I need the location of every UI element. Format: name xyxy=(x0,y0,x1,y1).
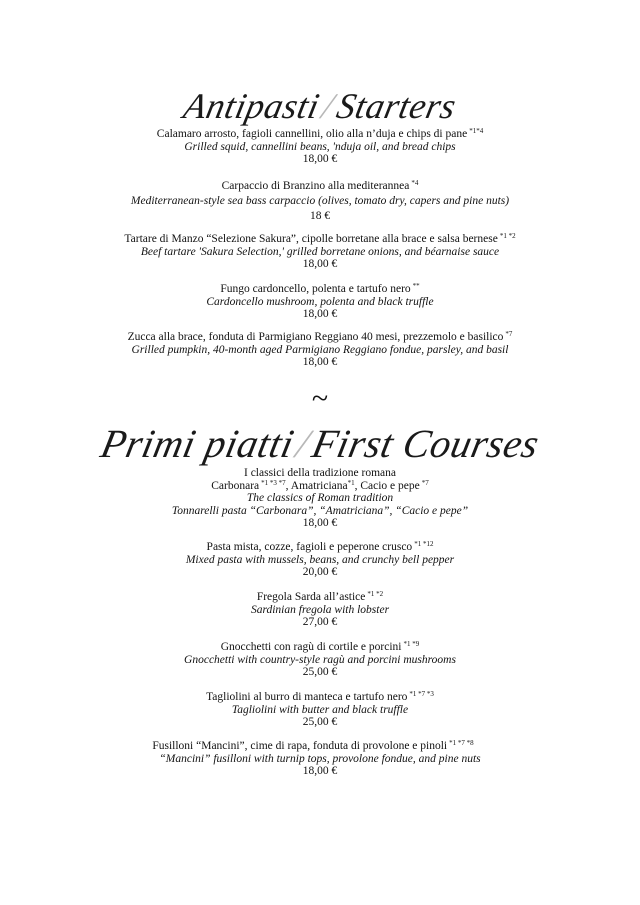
menu-item xyxy=(0,331,640,369)
menu-item-classics xyxy=(0,467,640,530)
dish-price: 20,00 € xyxy=(302,566,338,579)
dish-name-en: Cardoncello mushroom, polenta and black truffle xyxy=(206,295,434,308)
menu-item xyxy=(0,591,640,629)
allergen-codes: *1 *7 *8 xyxy=(449,739,474,747)
allergen-codes: *1 *2 xyxy=(499,232,516,240)
dish-name-it: Carpaccio di Branzino alla mediterannea xyxy=(221,180,410,192)
heading-title-en: First Courses xyxy=(308,421,544,466)
section-heading-primi xyxy=(0,420,640,468)
dish-price: 18,00 € xyxy=(302,765,338,778)
dish-name-it: Pasta mista, cozze, fagioli e peperone crusco xyxy=(206,541,413,553)
dish-name-en: Tagliolini with butter and black truffle xyxy=(231,703,409,716)
dish-name-en: Grilled squid, cannellini beans, 'nduja oil, and bread chips xyxy=(184,140,456,153)
dish-name-it: Fusilloni “Mancini”, cime di rapa, fonduta di provolone e pinoli xyxy=(152,740,448,752)
heading-title-it: Antipasti xyxy=(180,86,324,126)
dish-name-it: Fregola Sarda all’astice xyxy=(256,591,366,603)
dish-name-it: Zucca alla brace, fonduta di Parmigiano Reggiano 40 mesi, prezzemolo e basilico xyxy=(127,331,504,343)
allergen-codes: *1*4 xyxy=(469,127,484,135)
classics-dishes-it xyxy=(0,480,640,493)
dish-name-it: Calamaro arrosto, fagioli cannellini, olio alla n’duja e chips di pane xyxy=(156,128,468,140)
menu-item xyxy=(0,179,640,224)
dish-price: 27,00 € xyxy=(302,616,338,629)
menu-item xyxy=(0,691,640,729)
dish-name-it: Tagliolini al burro di manteca e tartufo nero xyxy=(206,691,408,703)
menu-item xyxy=(0,283,640,321)
dish-price: 18,00 € xyxy=(302,356,338,369)
allergen-codes: *7 xyxy=(505,330,513,338)
dish-name-en: Beef tartare 'Sakura Selection,' grilled borretane onions, and béarnaise sauce xyxy=(140,245,500,258)
dish-name-en: Mixed pasta with mussels, beans, and crunchy bell pepper xyxy=(185,553,455,566)
dish-price: 18 € xyxy=(309,210,331,222)
classics-dishes-en: Tonnarelli pasta “Carbonara”, “Amatriciana”, “Cacio e pepe” xyxy=(171,504,469,517)
classic-dish-name: Carbonara xyxy=(211,479,260,492)
dish-name-en: Grilled pumpkin, 40-month aged Parmigiano Reggiano fondue, parsley, and basil xyxy=(131,343,509,356)
menu-item xyxy=(0,541,640,579)
heading-separator: / xyxy=(292,421,314,466)
menu-item xyxy=(0,233,640,271)
dish-name-it: Fungo cardoncello, polenta e tartufo nero xyxy=(220,283,411,295)
section-heading-antipasti xyxy=(0,86,640,126)
allergen-codes: *1 *3 *7 xyxy=(261,478,286,487)
menu-item xyxy=(0,641,640,679)
menu-item xyxy=(0,128,640,166)
dish-name-en: “Mancini” fusilloni with turnip tops, provolone fondue, and pine nuts xyxy=(159,752,481,765)
dish-name-en: Mediterranean-style sea bass carpaccio (olives, tomato dry, capers and pine nuts) xyxy=(130,195,510,207)
allergen-codes: *1 xyxy=(347,478,355,487)
heading-separator: / xyxy=(318,86,338,126)
classic-dish-name: Amatriciana xyxy=(290,479,348,492)
allergen-codes: *7 xyxy=(421,478,429,487)
list-separator: , xyxy=(285,479,291,492)
dish-price: 18,00 € xyxy=(302,258,338,271)
allergen-codes: *4 xyxy=(411,179,419,187)
section-divider: ~ xyxy=(311,382,329,415)
classics-title-it: I classici della tradizione romana xyxy=(244,467,396,479)
dish-price: 18,00 € xyxy=(302,308,338,321)
allergen-codes: *1 *2 xyxy=(367,590,384,598)
dish-price: 18,00 € xyxy=(302,153,338,166)
heading-title-it: Primi piatti xyxy=(96,421,299,466)
dish-price: 25,00 € xyxy=(302,666,338,679)
classic-dish-name: Cacio e pepe xyxy=(360,479,420,492)
dish-price: 18,00 € xyxy=(302,517,338,530)
dish-name-it: Tartare di Manzo “Selezione Sakura”, cipolle borretane alla brace e salsa bernese xyxy=(124,233,498,245)
classics-title-en: The classics of Roman tradition xyxy=(246,492,394,505)
allergen-codes: *1 *9 xyxy=(403,640,420,648)
allergen-codes: *1 *12 xyxy=(414,540,434,548)
allergen-codes: *1 *7 *3 xyxy=(409,690,434,698)
dish-name-en: Sardinian fregola with lobster xyxy=(250,603,390,616)
dish-price: 25,00 € xyxy=(302,716,338,729)
dish-name-it: Gnocchetti con ragù di cortile e porcini xyxy=(220,641,402,653)
list-separator: , xyxy=(354,479,361,492)
dish-name-en: Gnocchetti with country-style ragù and porcini mushrooms xyxy=(184,653,456,666)
menu-item xyxy=(0,740,640,778)
heading-title-en: Starters xyxy=(333,86,460,126)
allergen-codes: ** xyxy=(412,282,420,290)
